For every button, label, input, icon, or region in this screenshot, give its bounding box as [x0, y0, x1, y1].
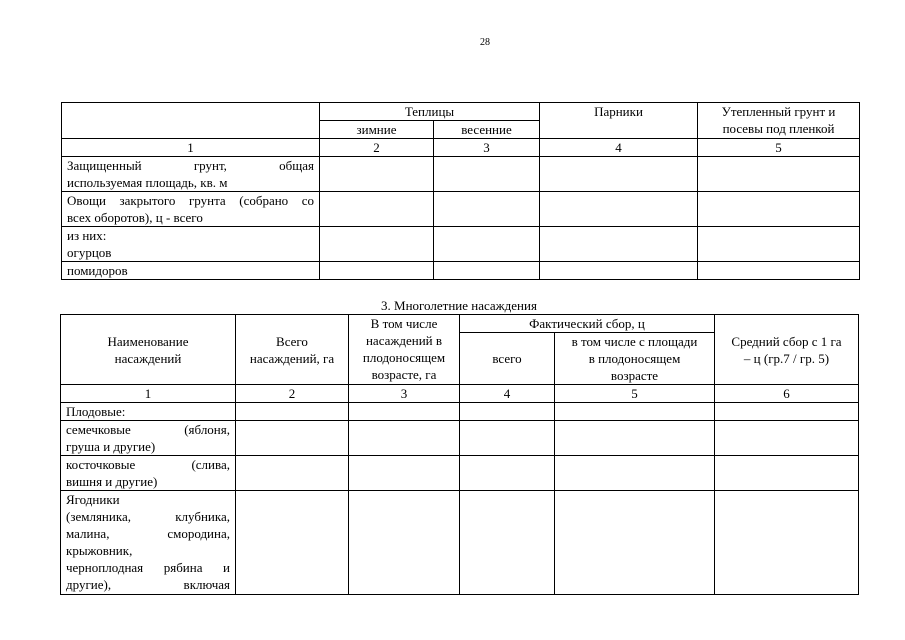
- header-fruiting-line4: возрасте, га: [371, 367, 437, 382]
- data-cell[interactable]: [460, 491, 555, 595]
- table-row: [62, 157, 860, 192]
- row-label: [62, 227, 320, 262]
- row-label: [61, 456, 236, 491]
- data-cell[interactable]: [715, 421, 859, 456]
- col-number: 5: [555, 385, 715, 403]
- header-zimnie: зимние: [320, 121, 434, 139]
- header-total-area: [236, 315, 349, 385]
- header-harvest-fruiting: [555, 333, 715, 385]
- header-harvest: Фактический сбор, ц: [460, 315, 715, 333]
- table-row: [62, 227, 860, 262]
- header-avg-line1: Средний сбор с 1 га: [731, 333, 842, 349]
- row-label-line: другие), включая: [66, 577, 230, 592]
- header-uteplenny-line2: посевы под пленкой: [722, 121, 835, 136]
- col-number: 2: [236, 385, 349, 403]
- header-avg-line2: – ц (гр.7 / гр. 5): [743, 350, 830, 366]
- header-name: [61, 315, 236, 385]
- row-label-line: Ягодники: [66, 492, 120, 507]
- row-label: [62, 157, 320, 192]
- col-number: 4: [540, 139, 698, 157]
- table-row: [61, 421, 859, 456]
- header-empty-cell: [62, 103, 320, 139]
- data-cell[interactable]: [320, 192, 434, 227]
- data-cell[interactable]: [698, 262, 860, 280]
- header-fruiting-line3: плодоносящем: [362, 350, 446, 365]
- row-label-line: малина, смородина,: [66, 526, 230, 541]
- header-name-line1: Наименование: [107, 333, 189, 349]
- table-row: [62, 192, 860, 227]
- row-label-line: Овощи закрытого грунта (собрано со: [67, 193, 314, 208]
- header-total-line2: насаждений, га: [249, 350, 335, 366]
- data-cell[interactable]: [320, 227, 434, 262]
- col-number: 1: [61, 385, 236, 403]
- header-uteplenny-line1: Утепленный грунт и: [721, 104, 836, 119]
- header-uteplenny: [698, 103, 860, 139]
- row-label-line: груша и другие): [66, 439, 156, 454]
- data-cell[interactable]: [320, 157, 434, 192]
- data-cell[interactable]: [236, 421, 349, 456]
- header-name-line2: насаждений: [114, 350, 182, 366]
- header-harvest-fruit-line2: в плодоносящем: [588, 351, 681, 366]
- header-harvest-fruit-line1: в том числе с площади: [571, 334, 698, 349]
- data-cell[interactable]: [320, 262, 434, 280]
- data-cell[interactable]: [555, 421, 715, 456]
- data-cell[interactable]: [715, 491, 859, 595]
- header-fruiting-line1: В том числе: [370, 316, 438, 331]
- col-number: 5: [698, 139, 860, 157]
- row-label-line: (земляника, клубника,: [66, 509, 230, 524]
- table-row: [61, 456, 859, 491]
- data-cell[interactable]: [434, 262, 540, 280]
- data-cell[interactable]: [236, 456, 349, 491]
- data-cell[interactable]: [349, 456, 460, 491]
- data-cell[interactable]: [460, 421, 555, 456]
- row-label-line: косточковые (слива,: [66, 457, 230, 472]
- data-cell[interactable]: [540, 157, 698, 192]
- header-vesennie: весенние: [434, 121, 540, 139]
- data-cell[interactable]: [555, 403, 715, 421]
- col-number: 6: [715, 385, 859, 403]
- data-cell[interactable]: [460, 403, 555, 421]
- row-label-line: вишня и другие): [66, 474, 158, 489]
- header-teplitsy: Теплицы: [320, 103, 540, 121]
- data-cell[interactable]: [236, 491, 349, 595]
- col-number: 1: [62, 139, 320, 157]
- table-row: [61, 403, 859, 421]
- row-label: помидоров: [62, 262, 320, 280]
- data-cell[interactable]: [698, 157, 860, 192]
- data-cell[interactable]: [349, 491, 460, 595]
- data-cell[interactable]: [434, 157, 540, 192]
- data-cell[interactable]: [460, 456, 555, 491]
- row-label-line: из них:: [67, 228, 107, 243]
- row-label-line: Защищенный грунт, общая: [67, 158, 314, 173]
- header-parniki: Парники: [540, 103, 698, 139]
- data-cell[interactable]: [349, 403, 460, 421]
- col-number: 4: [460, 385, 555, 403]
- row-label-line: огурцов: [67, 245, 112, 260]
- row-label: [61, 491, 236, 595]
- header-avg-yield: [715, 315, 859, 385]
- row-label-line: крыжовник,: [66, 543, 133, 558]
- data-cell[interactable]: [715, 456, 859, 491]
- row-label: Плодовые:: [61, 403, 236, 421]
- section-title: 3. Многолетние насаждения: [381, 298, 537, 313]
- header-harvest-fruit-line3: возрасте: [610, 368, 659, 383]
- protected-ground-table: [61, 102, 860, 280]
- data-cell[interactable]: [540, 192, 698, 227]
- data-cell[interactable]: [540, 262, 698, 280]
- data-cell[interactable]: [715, 403, 859, 421]
- data-cell[interactable]: [236, 403, 349, 421]
- row-label: [62, 192, 320, 227]
- page-number: 28: [480, 37, 490, 48]
- table-row: [61, 491, 859, 595]
- header-fruiting-area: [349, 315, 460, 385]
- row-label-line: черноплодная рябина и: [66, 560, 230, 575]
- header-harvest-total: всего: [460, 333, 555, 385]
- col-number: 3: [349, 385, 460, 403]
- data-cell[interactable]: [698, 192, 860, 227]
- header-fruiting-line2: насаждений в: [365, 333, 443, 348]
- row-label-line: семечковые (яблоня,: [66, 422, 230, 437]
- data-cell[interactable]: [434, 192, 540, 227]
- data-cell[interactable]: [555, 456, 715, 491]
- data-cell[interactable]: [698, 227, 860, 262]
- row-label-line: всех оборотов), ц - всего: [67, 210, 203, 225]
- col-number: 2: [320, 139, 434, 157]
- data-cell[interactable]: [540, 227, 698, 262]
- data-cell[interactable]: [555, 491, 715, 595]
- col-number: 3: [434, 139, 540, 157]
- table-row: [62, 262, 860, 280]
- perennial-plantings-table: [60, 314, 859, 595]
- header-total-line1: Всего: [276, 333, 308, 349]
- row-label: [61, 421, 236, 456]
- data-cell[interactable]: [434, 227, 540, 262]
- data-cell[interactable]: [349, 421, 460, 456]
- row-label-line: используемая площадь, кв. м: [67, 175, 228, 190]
